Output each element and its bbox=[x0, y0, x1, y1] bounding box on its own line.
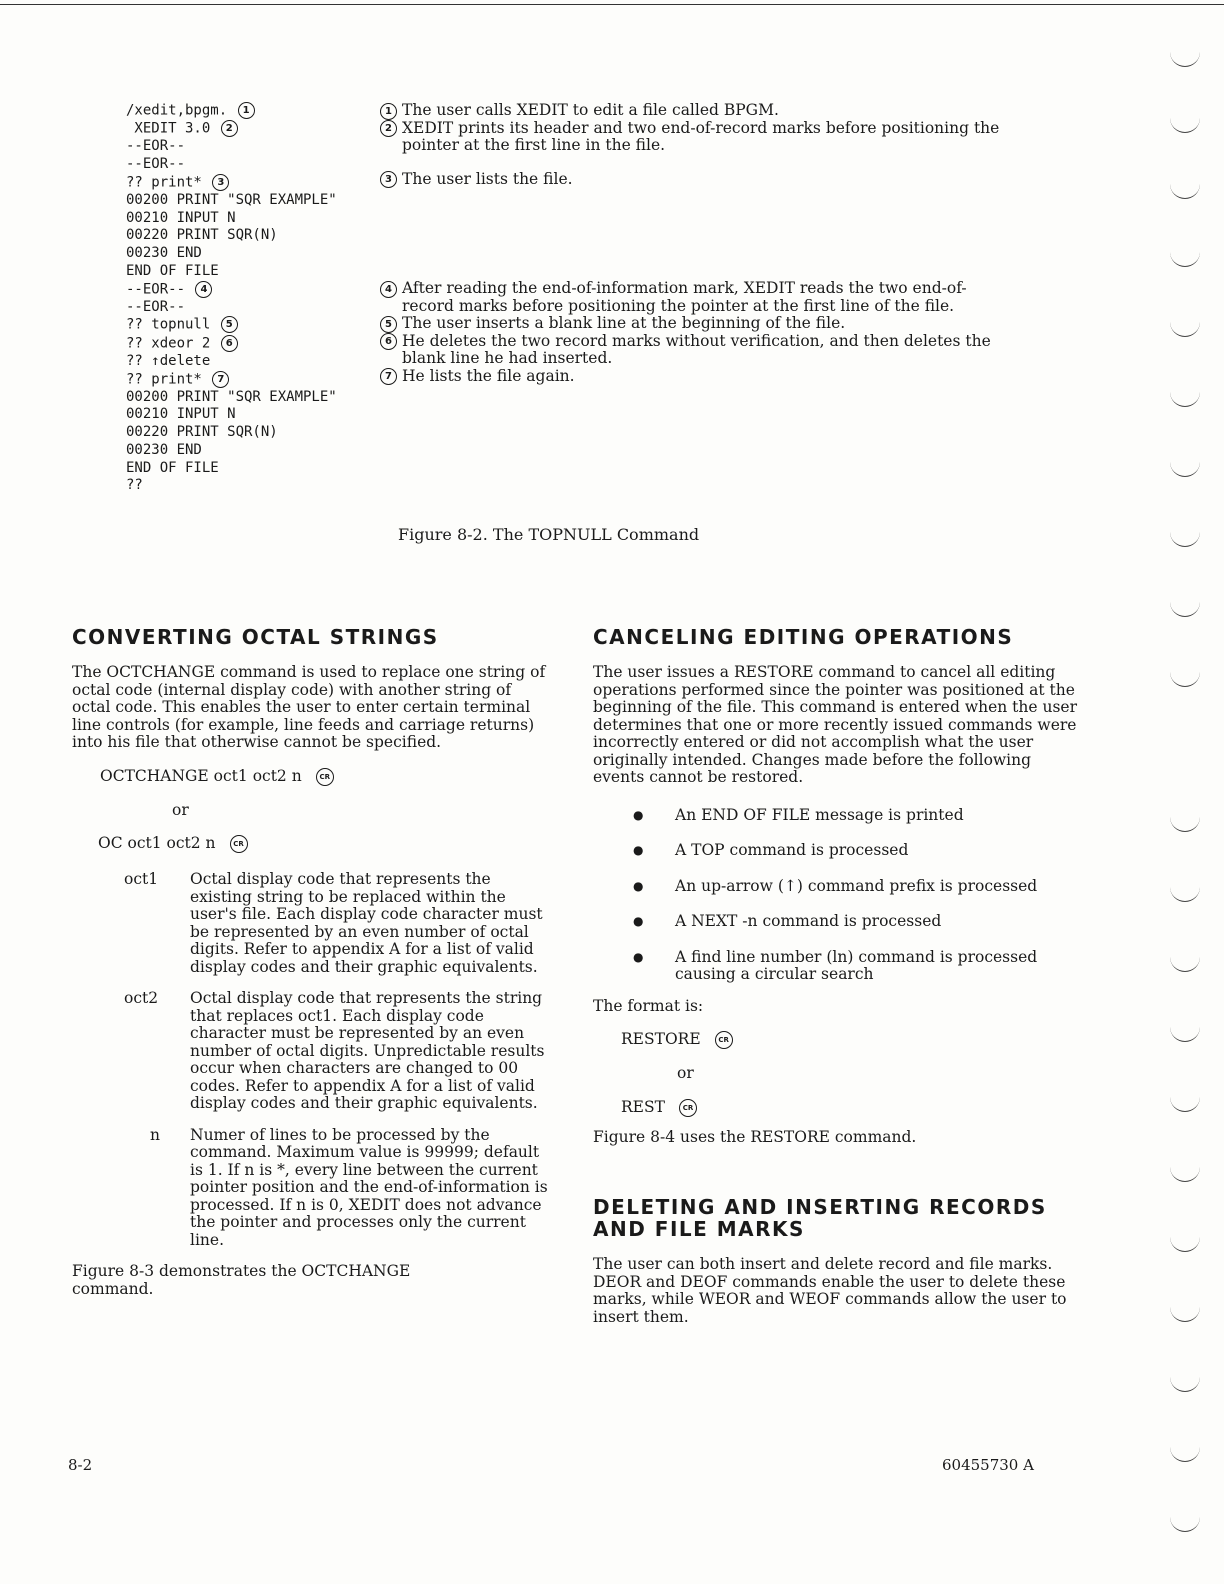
parameter-definitions bbox=[72, 871, 552, 1249]
callout-marker: 4 bbox=[195, 281, 212, 298]
callout-note-6: 6 He deletes the two record marks without verification, and then deletes the blank line he had inserted. bbox=[378, 333, 1018, 368]
param-oct2: oct2 Octal display code that represents the string that replaces oct1. Each display code character must be represented by an even number of octal digits. Unpredictable results occur when characters are changed to 00 codes. Refer to appendix A for a list of valid display codes and their graphic equivalents. bbox=[124, 989, 545, 1112]
callout-notes-4-7 bbox=[378, 280, 1018, 385]
code-line: END OF FILE bbox=[126, 262, 219, 279]
command-format-short: OC oct1 oct2 n CR bbox=[98, 835, 552, 853]
callout-marker: 3 bbox=[212, 174, 229, 191]
list-item: ● A find line number (ln) command is processed causing a circular search bbox=[633, 947, 1038, 983]
callout-marker: 6 bbox=[221, 335, 238, 352]
binding-hole-marks bbox=[1164, 40, 1204, 1540]
callout-note-5: 5 The user inserts a blank line at the beginning of the file. bbox=[378, 315, 1018, 333]
section-heading-2: DELETING AND INSERTING RECORDS AND FILE MARKS bbox=[593, 1195, 1047, 1241]
format-or: or bbox=[677, 1064, 694, 1082]
code-line: --EOR-- bbox=[126, 298, 186, 315]
code-line: ?? xdeor 2 6 bbox=[126, 335, 337, 353]
code-line: 00200 PRINT "SQR EXAMPLE" bbox=[126, 388, 337, 405]
terminal-session-listing bbox=[126, 102, 337, 495]
callout-marker: 2 bbox=[221, 120, 238, 137]
code-line: 00200 PRINT "SQR EXAMPLE" bbox=[126, 192, 337, 209]
code-line: /xedit,bpgm. 1 bbox=[126, 102, 337, 120]
section-converting-octal-strings bbox=[72, 626, 552, 1298]
section-heading: CANCELING EDITING OPERATIONS bbox=[593, 625, 1014, 649]
section-canceling-editing-operations bbox=[593, 626, 1083, 1326]
code-line: ?? bbox=[126, 477, 143, 494]
cr-key-icon: CR bbox=[715, 1031, 733, 1049]
param-oct1: oct1 Octal display code that represents the existing string to be replaced within the user's file. Each display code character must be represented by an even number of octal digits. Refer to appendix A for a list of valid display codes and their graphic equivalents. bbox=[124, 870, 543, 976]
section-closing: Figure 8-4 uses the RESTORE command. bbox=[593, 1127, 917, 1146]
callout-marker: 5 bbox=[221, 316, 238, 333]
code-line: END OF FILE bbox=[126, 459, 219, 476]
param-n: n Numer of lines to be processed by the command. Maximum value is 99999; default is 1. If n is *, every line between the current pointer position and the end-of-information is processed. If n is 0, XEDIT does not advance the pointer and processes only the current line. bbox=[150, 1125, 548, 1249]
code-line: 00210 INPUT N bbox=[126, 406, 236, 423]
callout-notes-1-3 bbox=[378, 102, 1038, 188]
code-line: ?? ↑delete bbox=[126, 352, 211, 369]
callout-note-2: 2 XEDIT prints its header and two end-of-record marks before positioning the pointer at the first line in the file. bbox=[378, 120, 1038, 155]
code-line: --EOR-- bbox=[126, 138, 186, 155]
code-line: ?? print* 7 bbox=[126, 371, 337, 389]
callout-note-4: 4 After reading the end-of-information mark, XEDIT reads the two end-of-record marks before positioning the pointer at the first line of the file. bbox=[378, 280, 1018, 315]
top-rule bbox=[0, 4, 1224, 5]
code-line: --EOR-- 4 bbox=[126, 281, 337, 299]
callout-note-7: 7 He lists the file again. bbox=[378, 368, 1018, 386]
list-item: ● A NEXT -n command is processed bbox=[633, 912, 942, 930]
section-paragraph-2: The user can both insert and delete record and file marks. DEOR and DEOF commands enable the user to delete these marks, while WEOR and WEOF commands allow the user to insert them. bbox=[593, 1255, 1067, 1326]
restore-limitations-list bbox=[633, 807, 1083, 984]
list-item: ● A TOP command is processed bbox=[633, 841, 909, 859]
code-line: --EOR-- bbox=[126, 156, 186, 173]
section-intro: The user issues a RESTORE command to cancel all editing operations performed since the pointer was positioned at the beginning of the file. This command is entered when the user determines that one or more recently issued commands were incorrectly entered or did not accomplish what the user originally intended. Changes made before the following events cannot be restored. bbox=[593, 663, 1077, 786]
list-item: ● An up-arrow (↑) command prefix is processed bbox=[633, 876, 1038, 895]
command-format-short: REST CR bbox=[621, 1099, 1083, 1117]
format-or: or bbox=[172, 800, 189, 819]
cr-key-icon: CR bbox=[679, 1099, 697, 1117]
code-line: 00210 INPUT N bbox=[126, 209, 236, 226]
code-line: ?? topnull 5 bbox=[126, 316, 337, 334]
list-item: ● An END OF FILE message is printed bbox=[633, 805, 964, 824]
cr-key-icon: CR bbox=[316, 768, 334, 786]
code-line: 00230 END bbox=[126, 245, 202, 262]
code-line: XEDIT 3.0 2 bbox=[126, 120, 337, 138]
section-heading: CONVERTING OCTAL STRINGS bbox=[72, 625, 439, 649]
page-number: 8-2 bbox=[68, 1456, 93, 1474]
figure-caption: Figure 8-2. The TOPNULL Command bbox=[398, 525, 700, 544]
callout-note-1: 1 The user calls XEDIT to edit a file called BPGM. bbox=[378, 102, 1038, 120]
code-line: 00220 PRINT SQR(N) bbox=[126, 424, 278, 441]
code-line: 00220 PRINT SQR(N) bbox=[126, 227, 278, 244]
section-closing: Figure 8-3 demonstrates the OCTCHANGE command. bbox=[72, 1262, 411, 1298]
code-line: 00230 END bbox=[126, 441, 202, 458]
document-number: 60455730 A bbox=[942, 1456, 1034, 1474]
format-intro: The format is: bbox=[593, 996, 704, 1015]
callout-marker: 1 bbox=[238, 102, 255, 119]
callout-marker: 7 bbox=[212, 371, 229, 388]
command-format-long: RESTORE CR bbox=[621, 1031, 1083, 1049]
cr-key-icon: CR bbox=[230, 835, 248, 853]
command-format-long: OCTCHANGE oct1 oct2 n CR bbox=[100, 768, 552, 786]
section-intro: The OCTCHANGE command is used to replace one string of octal code (internal display code) with another string of octal code. This enables the user to enter certain terminal line controls (for example, line feeds and carriage returns) into his file that otherwise cannot be specified. bbox=[72, 663, 546, 751]
code-line: ?? print* 3 bbox=[126, 174, 337, 192]
callout-note-3: 3 The user lists the file. bbox=[378, 171, 1038, 189]
